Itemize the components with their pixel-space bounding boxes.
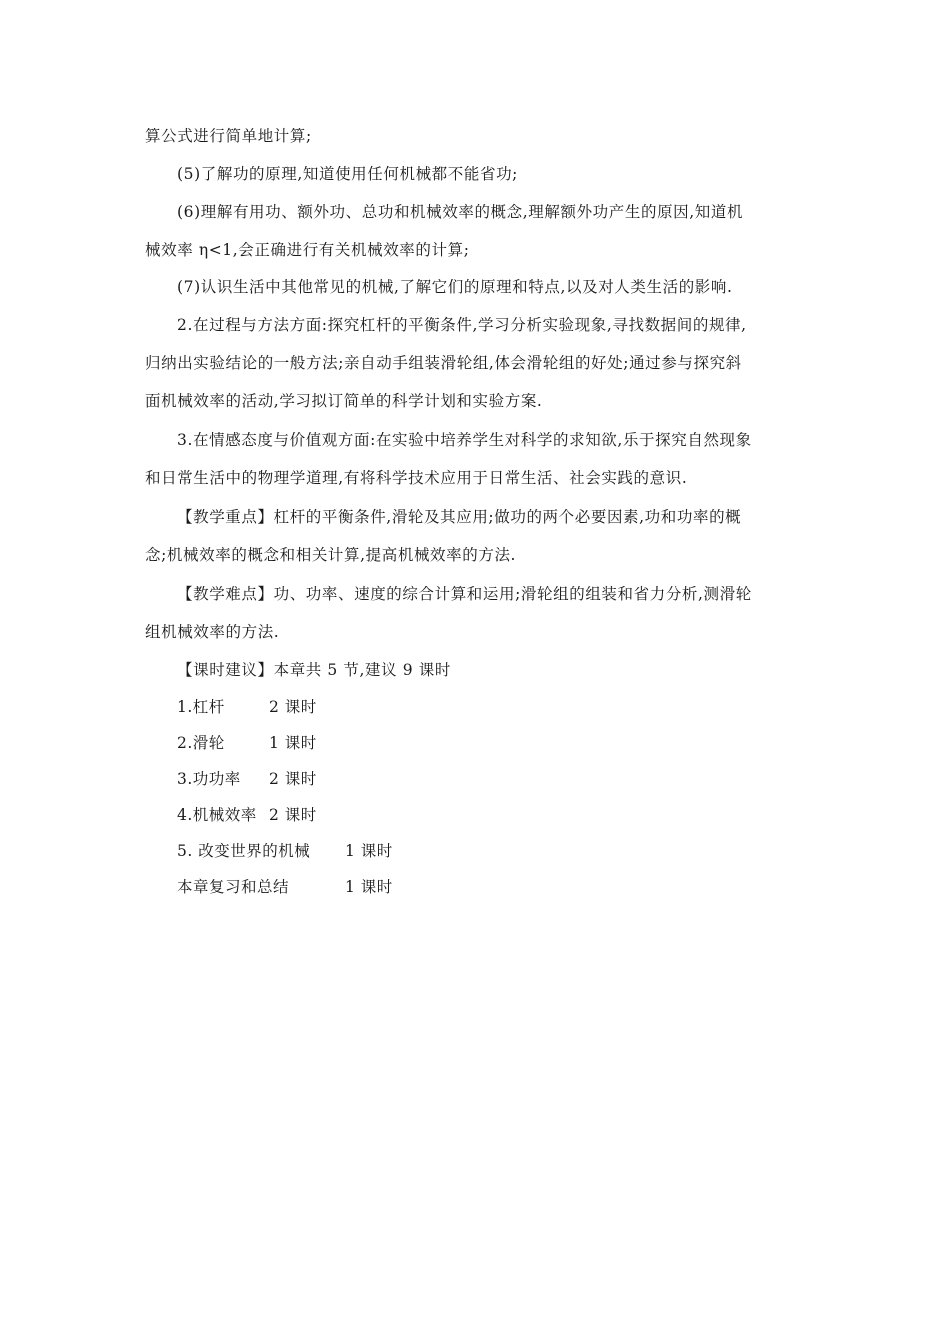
schedule-item: 2.滑轮: [177, 734, 225, 752]
objective-7: (7)认识生活中其他常见的机械,了解它们的原理和特点,以及对人类生活的影响.: [177, 278, 733, 296]
teaching-focus-line-2: 念;机械效率的概念和相关计算,提高机械效率的方法.: [145, 546, 517, 564]
process-method-line-3: 面机械效率的活动,学习拟订简单的科学计划和实验方案.: [145, 392, 543, 410]
attitude-values-line-1: 3.在情感态度与价值观方面:在实验中培养学生对科学的求知欲,乐于探究自然现象: [177, 431, 752, 449]
schedule-item: 1.杠杆: [177, 698, 225, 716]
schedule-hours: 1 课时: [269, 734, 317, 752]
schedule-item: 本章复习和总结: [177, 878, 290, 896]
schedule-item: 5. 改变世界的机械: [177, 842, 311, 860]
schedule-item: 4.机械效率: [177, 806, 257, 824]
paragraph-continuation: 算公式进行简单地计算;: [145, 127, 312, 145]
schedule-hours: 1 课时: [345, 842, 393, 860]
teaching-difficulty-line-1: 【教学难点】功、功率、速度的综合计算和运用;滑轮组的组装和省力分析,测滑轮: [177, 585, 752, 603]
schedule-hours: 2 课时: [269, 698, 317, 716]
schedule-row: [177, 769, 317, 789]
schedule-hours: 2 课时: [269, 770, 317, 788]
teaching-focus-line-1: 【教学重点】杠杆的平衡条件,滑轮及其应用;做功的两个必要因素,功和功率的概: [177, 508, 742, 526]
schedule-hours: 1 课时: [345, 878, 393, 896]
schedule-row: [177, 733, 317, 753]
schedule-hours: 2 课时: [269, 806, 317, 824]
objective-6-line-1: (6)理解有用功、额外功、总功和机械效率的概念,理解额外功产生的原因,知道机: [177, 203, 744, 221]
schedule-row: [177, 805, 317, 825]
schedule-row: [177, 697, 317, 717]
schedule-row: [177, 877, 393, 897]
objective-5: (5)了解功的原理,知道使用任何机械都不能省功;: [177, 165, 519, 183]
objective-6-line-2: 械效率 η<1,会正确进行有关机械效率的计算;: [145, 241, 470, 259]
process-method-line-1: 2.在过程与方法方面:探究杠杆的平衡条件,学习分析实验现象,寻找数据间的规律,: [177, 316, 747, 334]
schedule-item: 3.功功率: [177, 770, 241, 788]
process-method-line-2: 归纳出实验结论的一般方法;亲自动手组装滑轮组,体会滑轮组的好处;通过参与探究斜: [145, 354, 742, 372]
teaching-difficulty-line-2: 组机械效率的方法.: [145, 623, 280, 641]
schedule-row: [177, 841, 393, 861]
class-hour-suggestion: 【课时建议】本章共 5 节,建议 9 课时: [177, 661, 451, 679]
attitude-values-line-2: 和日常生活中的物理学道理,有将科学技术应用于日常生活、社会实践的意识.: [145, 469, 688, 487]
